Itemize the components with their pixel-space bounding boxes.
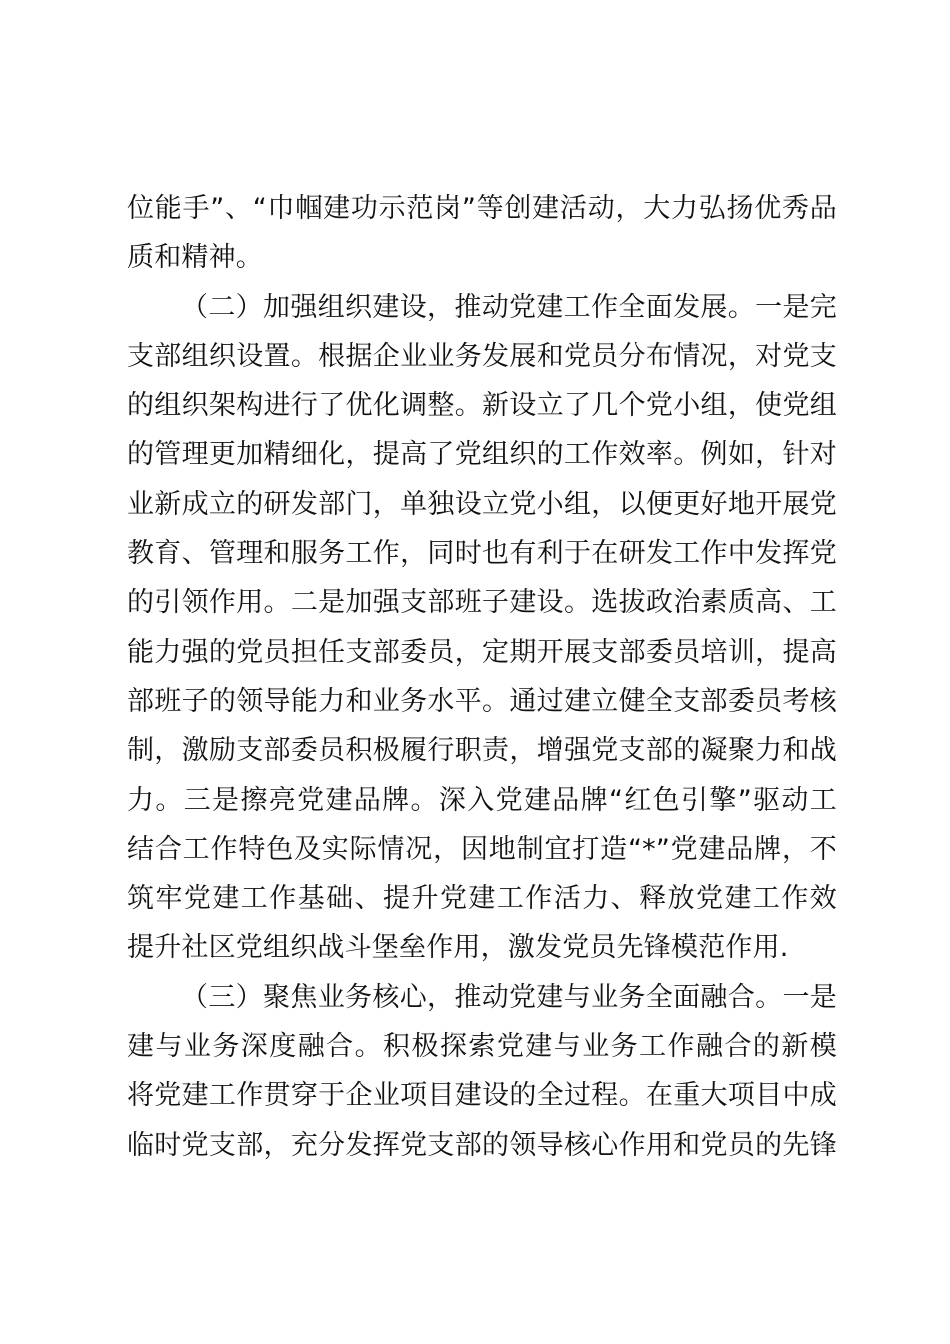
text-line: 提升社区党组织战斗堡垒作用，激发党员先锋模范作用. (127, 932, 789, 964)
paragraph-continuation (127, 184, 837, 283)
text-line: 位能手”、“巾帼建功示范岗”等创建活动，大力弘扬优秀品 (127, 193, 837, 224)
text-line: 的引领作用。二是加强支部班子建设。选拔政治素质高、工 (127, 587, 837, 619)
text-line: 筑牢党建工作基础、提升党建工作活力、释放党建工作效 (127, 883, 837, 915)
text-line: （三）聚焦业务核心，推动党建与业务全面融合。一是 (181, 981, 837, 1013)
text-line: 力。三是擦亮党建品牌。深入党建品牌“红色引擎”驱动工 (127, 784, 837, 816)
text-line: 业新成立的研发部门，单独设立党小组，以便更好地开展党 (127, 488, 837, 520)
text-line: 支部组织设置。根据企业业务发展和党员分布情况，对党支 (127, 340, 837, 372)
text-line: 教育、管理和服务工作，同时也有利于在研发工作中发挥党 (127, 538, 837, 570)
text-line: 临时党支部，充分发挥党支部的领导核心作用和党员的先锋 (127, 1129, 837, 1161)
text-line: （二）加强组织建设，推动党建工作全面发展。一是完 (181, 291, 837, 323)
paragraph-organization-building (127, 283, 837, 973)
text-line: 结合工作特色及实际情况，因地制宜打造“*”党建品牌，不 (127, 833, 837, 865)
text-line: 部班子的领导能力和业务水平。通过建立健全支部委员考核 (127, 685, 837, 717)
text-line: 建与业务深度融合。积极探索党建与业务工作融合的新模 (127, 1031, 837, 1063)
body-text (127, 184, 837, 1170)
text-line: 质和精神。 (127, 242, 263, 274)
text-line: 能力强的党员担任支部委员，定期开展支部委员培训，提高 (127, 636, 837, 668)
paragraph-business-integration (127, 973, 837, 1170)
text-line: 的管理更加精细化，提高了党组织的工作效率。例如，针对 (127, 439, 837, 471)
text-line: 的组织架构进行了优化调整。新设立了几个党小组，使党组 (127, 390, 837, 422)
text-line: 将党建工作贯穿于企业项目建设的全过程。在重大项目中成 (127, 1080, 837, 1112)
text-line: 制，激励支部委员积极履行职责，增强党支部的凝聚力和战 (127, 735, 837, 767)
